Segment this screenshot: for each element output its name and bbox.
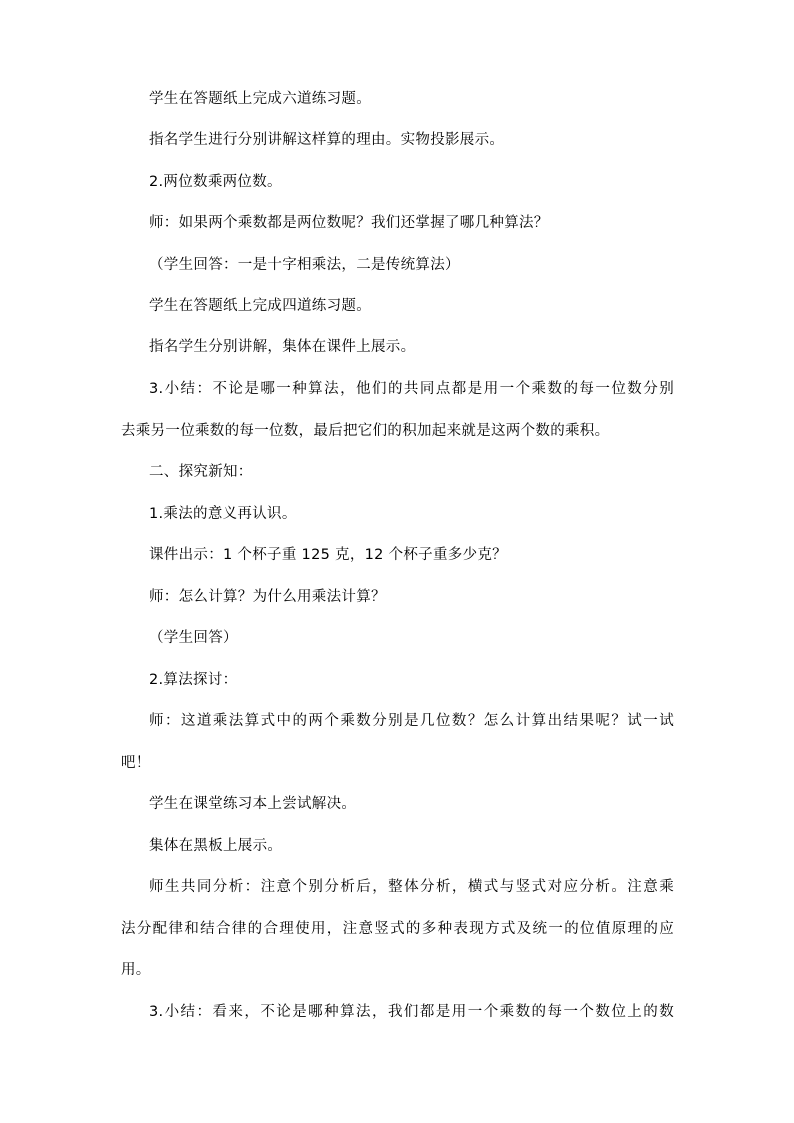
section-heading: 2.两位数乘两位数。 [149, 174, 282, 190]
paragraph-line: 师：如果两个乘数都是两位数呢？我们还掌握了哪几种算法？ [149, 215, 549, 231]
paragraph-line: （学生回答：一是十字相乘法，二是传统算法） [149, 257, 460, 273]
paragraph-line: 师：这道乘法算式中的两个乘数分别是几位数？怎么计算出结果呢？试一试 [149, 713, 674, 729]
section-heading: 1.乘法的意义再认识。 [149, 506, 297, 522]
paragraph-line: 用。 [121, 962, 151, 978]
paragraph-line: 课件出示：1 个杯子重 125 克，12 个杯子重多少克？ [149, 547, 507, 563]
paragraph-line: 吧！ [121, 755, 151, 771]
paragraph-line: 指名学生分别讲解，集体在课件上展示。 [149, 339, 416, 355]
paragraph-line: （学生回答） [149, 630, 238, 646]
paragraph-line: 集体在黑板上展示。 [149, 838, 283, 854]
section-heading: 二、探究新知： [149, 464, 253, 480]
paragraph-line: 学生在课堂练习本上尝试解决。 [149, 796, 357, 812]
paragraph-line: 学生在答题纸上完成四道练习题。 [149, 298, 371, 314]
paragraph-line: 学生在答题纸上完成六道练习题。 [149, 91, 371, 107]
section-heading: 2.算法探讨： [149, 672, 238, 688]
paragraph-line: 师：怎么计算？为什么用乘法计算？ [149, 589, 386, 605]
paragraph-line: 指名学生进行分别讲解这样算的理由。实物投影展示。 [149, 132, 505, 148]
paragraph-line: 去乘另一位乘数的每一位数，最后把它们的积加起来就是这两个数的乘积。 [121, 423, 610, 439]
paragraph-line: 3.小结：不论是哪一种算法，他们的共同点都是用一个乘数的每一位数分别 [149, 381, 674, 397]
paragraph-line: 法分配律和结合律的合理使用，注意竖式的多种表现方式及统一的位值原理的应 [121, 921, 674, 937]
paragraph-line: 师生共同分析：注意个别分析后，整体分析，横式与竖式对应分析。注意乘 [149, 879, 674, 895]
paragraph-line: 3.小结：看来，不论是哪种算法，我们都是用一个乘数的每一个数位上的数 [149, 1004, 674, 1020]
